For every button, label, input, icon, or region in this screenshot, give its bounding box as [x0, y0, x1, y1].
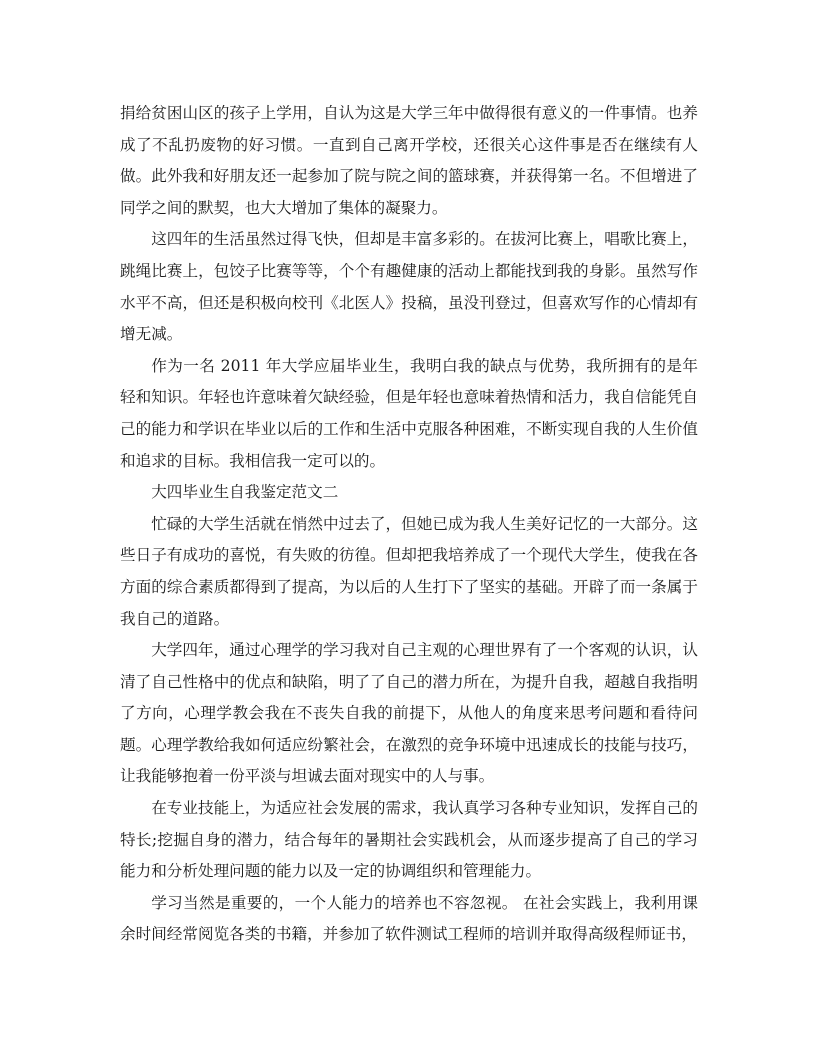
paragraph: 忙碌的大学生活就在悄然中过去了，但她已成为我人生美好记忆的一大部分。这些日子有成功的喜悦，有失败的彷徨。但却把我培养成了一个现代大学生，使我在各方面的综合素质都得到了提高，为以后的人生打下了坚实的基础。开辟了而一条属于我自己的道路。	[120, 514, 698, 628]
paragraph: 捐给贫困山区的孩子上学用，自认为这是大学三年中做得很有意义的一件事情。也养成了不乱扔废物的好习惯。一直到自己离开学校，还很关心这件事是否在继续有人做。此外我和好朋友还一起参加了院与院之间的篮球赛，并获得第一名。不但增进了同学之间的默契，也大大增加了集体的凝聚力。	[120, 104, 698, 217]
paragraph: 大学四年，通过心理学的学习我对自己主观的心理世界有了一个客观的认识，认清了自己性格中的优点和缺陷，明了了自己的潜力所在，为提升自我，超越自我指明了方向，心理学教会我在不丧失自我的前提下，从他人的角度来思考问题和看待问题。心理学教给我如何适应纷繁社会，在激烈的竞争环境中迅速成长的技能与技巧，让我能够抱着一份平淡与坦诚去面对现实中的人与事。	[120, 641, 698, 786]
document-body	[120, 98, 698, 951]
paragraph: 这四年的生活虽然过得飞快，但却是丰富多彩的。在拔河比赛上，唱歌比赛上，跳绳比赛上，包饺子比赛等等，个个有趣健康的活动上都能找到我的身影。虽然写作水平不高，但还是积极向校刊《北医人》投稿，虽没刊登过，但喜欢写作的心情却有增无减。	[120, 230, 698, 344]
section-heading: 大四毕业生自我鉴定范文二	[151, 483, 339, 502]
paragraph: 学习当然是重要的，一个人能力的培养也不容忽视。 在社会实践上，我利用课余时间经常阅览各类的书籍，并参加了软件测试工程师的培训并取得高级程师证书，	[120, 893, 698, 944]
paragraph: 在专业技能上，为适应社会发展的需求，我认真学习各种专业知识，发挥自己的特长;挖掘自身的潜力，结合每年的暑期社会实践机会，从而逐步提高了自己的学习能力和分析处理问题的能力以及一定的协调组织和管理能力。	[120, 799, 698, 881]
paragraph: 作为一名 2011 年大学应届毕业生，我明白我的缺点与优势，我所拥有的是年轻和知识。年轻也许意味着欠缺经验，但是年轻也意味着热情和活力，我自信能凭自己的能力和学识在毕业以后的工作和生活中克服各种困难，不断实现自我的人生价值和追求的目标。我相信我一定可以的。	[120, 356, 698, 470]
